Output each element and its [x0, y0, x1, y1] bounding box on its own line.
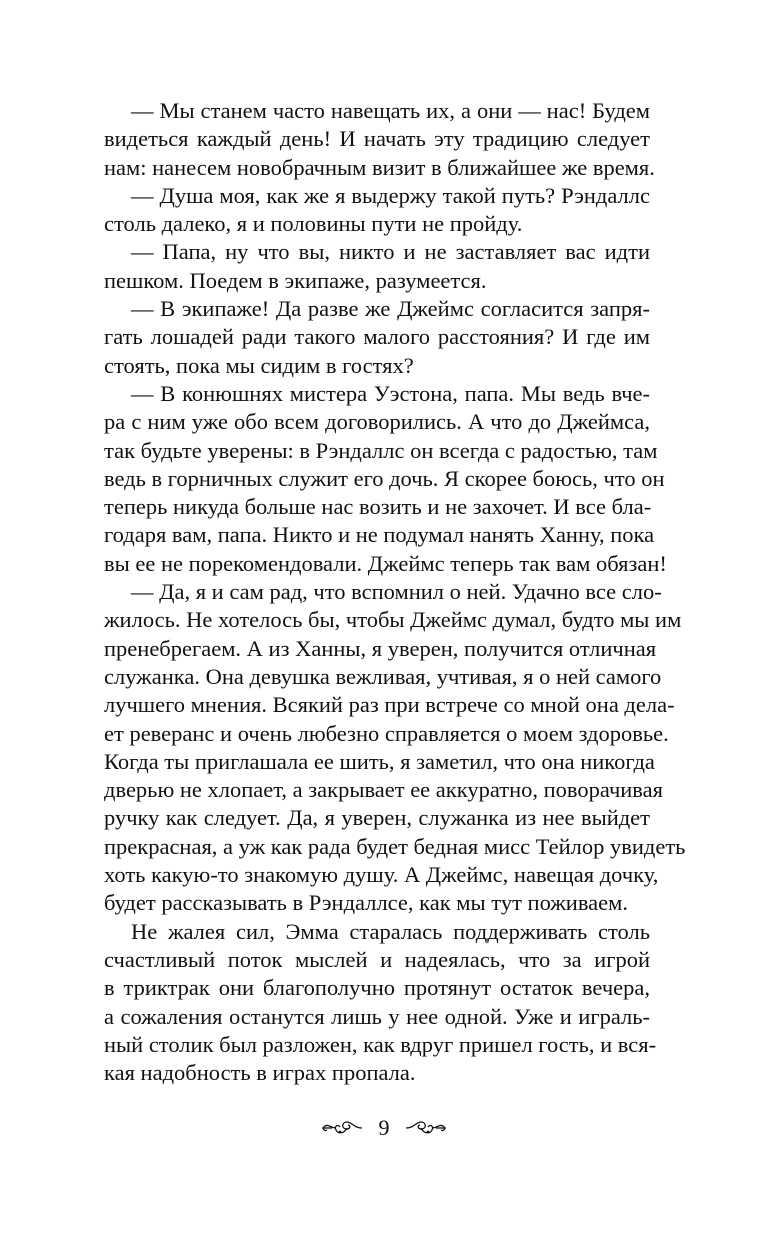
page-footer: [0, 1111, 768, 1143]
paragraph: [104, 238, 650, 295]
text-line: в триктрак они благополучно протянут остаток вечера,: [104, 975, 650, 1001]
text-line: так будьте уверены: в Рэндаллс он всегда с радостью, там: [104, 437, 658, 463]
text-line: — Да, я и сам рад, что вспомнил о ней. Удачно все сло-: [131, 579, 662, 605]
text-line: годаря вам, папа. Никто и не подумал нанять Ханну, пока: [104, 522, 655, 548]
text-line: дверью не хлопает, а закрывает ее аккуратно, поворачивая: [104, 777, 663, 803]
text-line: будет рассказывать в Рэндаллсе, как мы тут поживаем.: [104, 890, 629, 916]
text-line: хоть какую-то знакомую душу. А Джеймс, навещая дочку,: [104, 862, 659, 888]
text-line: — В конюшнях мистера Уэстона, папа. Мы ведь вче-: [131, 380, 650, 406]
paragraph: [104, 380, 667, 578]
text-line: а сожаления останутся лишь у нее одной. Уже и играль-: [104, 1003, 650, 1029]
text-line: пешком. Поедем в экипаже, разумеется.: [104, 267, 487, 293]
flourish-ornament-right-icon: [404, 1118, 448, 1138]
text-line: ручку как следует. Да, я уверен, служанка из нее выйдет: [104, 805, 650, 831]
text-line: ра с ним уже обо всем договорились. А что до Джеймса,: [104, 409, 650, 435]
paragraph: [104, 578, 686, 918]
text-line: ведь в горничных служит его дочь. Я скорее боюсь, что он: [104, 465, 665, 491]
paragraph: [104, 918, 657, 1088]
text-line: видеться каждый день! И начать эту традицию следует: [104, 126, 650, 152]
paragraph: [104, 182, 650, 239]
text-line: нам: нанесем новобрачным визит в ближайшее же время.: [104, 154, 655, 180]
text-line: лучшего мнения. Всякий раз при встрече со мной она дела-: [104, 692, 675, 718]
text-line: служанка. Она девушка вежливая, учтивая, я о ней самого: [104, 663, 662, 689]
text-line: жилось. Не хотелось бы, чтобы Джеймс думал, будто мы им: [104, 607, 682, 633]
text-line: — В экипаже! Да разве же Джеймс согласится запря-: [131, 296, 650, 322]
paragraph: [104, 97, 655, 182]
page-number: 9: [378, 1114, 390, 1140]
text-line: — Душа моя, как же я выдержу такой путь? Рэндаллс: [131, 182, 650, 208]
text-line: Не жалея сил, Эмма старалась поддерживать столь: [131, 918, 650, 944]
text-line: гать лошадей ради такого малого расстояния? И где им: [104, 324, 650, 350]
text-line: пренебрегаем. А из Ханны, я уверен, получится отличная: [104, 635, 657, 661]
text-line: — Мы станем часто навещать их, а они — нас! Будем: [131, 98, 650, 123]
page-body: [104, 97, 686, 1087]
flourish-ornament-left-icon: [320, 1118, 364, 1138]
text-line: вы ее не порекомендовали. Джеймс теперь так вам обязан!: [104, 550, 667, 576]
text-line: столь далеко, я и половины пути не пройду.: [104, 211, 523, 237]
text-line: ет реверанс и очень любезно справляется о моем здоровье.: [104, 720, 669, 746]
text-line: прекрасная, а уж как рада будет бедная мисс Тейлор увидеть: [104, 833, 686, 859]
text-line: — Папа, ну что вы, никто и не заставляет вас идти: [131, 239, 650, 265]
text-line: Когда ты приглашала ее шить, я заметил, что она никогда: [104, 748, 655, 774]
paragraph: [104, 295, 650, 380]
text-line: кая надобность в играх пропала.: [104, 1060, 416, 1086]
text-line: ный столик был разложен, как вдруг пришел гость, и вся-: [104, 1031, 657, 1057]
text-line: стоять, пока мы сидим в гостях?: [104, 352, 414, 378]
text-line: теперь никуда больше нас возить и не захочет. И все бла-: [104, 494, 652, 520]
text-line: счастливый поток мыслей и надеялась, что за игрой: [104, 946, 650, 972]
